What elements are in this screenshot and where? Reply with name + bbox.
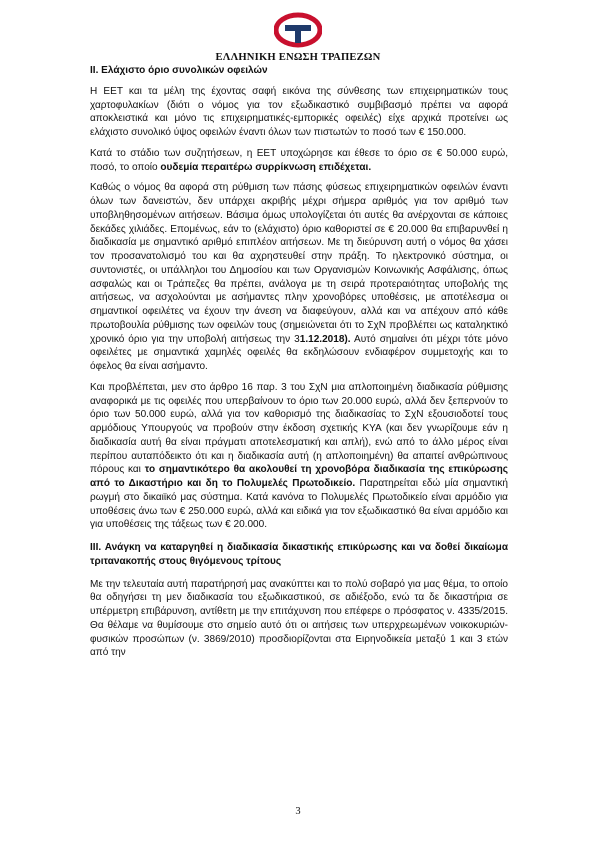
deadline-date: 1.12.2018). xyxy=(299,333,351,345)
section-3-heading: ΙΙΙ. Ανάγκη να καταργηθεί η διαδικασία δικαστικής επικύρωσης και να δοθεί δικαίωμα τριτανακοπής στους θιγόμενους τρίτους xyxy=(90,542,508,567)
paragraph-text: Κατά το στάδιο των συζητήσεων, η ΕΕΤ υποχώρησε και έθεσε το όριο σε € 50.000 ευρώ, ποσό, το οποίο xyxy=(90,147,508,173)
bank-association-logo xyxy=(274,12,322,48)
section-2-paragraph-1: Η ΕΕΤ και τα μέλη της έχοντας σαφή εικόνα της σύνθεσης των επιχειρηματικών τους χαρτοφυλακίων (διότι ο νόμος για τον εξωδικαστικό συμβιβασμό πρέπει να αφορά αποκλειστικά και μόνο τις επιχειρηματικές-εμπορικές οφειλές) είχε αρχικά προτείνει ως ελάχιστο συνολικό ύψος οφειλών έναντι όλων των πιστωτών το ποσό των € 150.000. xyxy=(90,85,508,138)
section-2-paragraph-4 xyxy=(90,381,508,532)
bold-emphasis: ουδεμία περαιτέρω συρρίκνωση επιδέχεται. xyxy=(160,161,372,173)
paragraph-text: Καθώς ο νόμος θα αφορά στη ρύθμιση των πάσης φύσεως επιχειρηματικών οφειλών έναντι όλων των δανειστών, δεν υπάρχει ακριβής μέχρι σήμερα αριθμός για τον αριθμό των υποβληθησομένων αιτήσεων. Βάσιμα όμως υπολογίζεται ότι αυτές θα ανέρχονται σε κάποιες δεκάδες χιλιάδες. Επομένως, εάν το (ελάχιστο) όριο καθοριστεί σε € 20.000 θα επιβαρυνθεί η διαδικασία με σημαντικό αριθμό επιπλέον αιτήσεων. Με τη διεύρυνση αυτή ο νόμος θα χάσει τον προσανατολισμό του και θα αχρηστευθεί στην πράξη. Το ηλεκτρονικό σύστημα, οι συντονιστές, οι υπάλληλοι του Δημοσίου και των Οργανισμών Κοινωνικής Ασφάλισης, όπως ασφαλώς και οι Τράπεζες θα πρέπει, ανάλογα με τη σειρά προτεραιότητας υποβολής της αιτήσεως, να ασχολούνται με ασήμαντες πλην χρονοβόρες υποθέσεις, με αποτέλεσμα οι σημαντικοί οφειλέτες να έχουν την άνεση να διαφεύγουν, αλλά και να απέχουν από κάθε πρωτοβουλία ρύθμισης των οφειλών τους (σημειώνεται ότι το ΣχΝ προβλέπει ως καταληκτικό χρονικό όριο για την υποβολή αιτήσεως την 3 xyxy=(90,182,508,345)
bold-emphasis: το σημαντικότερο θα ακολουθεί τη χρονοβόρα διαδικασία της επικύρωσης από το Δικαστήριο και δη το Πολυμελές Πρωτοδικείο. xyxy=(90,464,508,489)
section-2-heading: ΙΙ. Ελάχιστο όριο συνολικών οφειλών xyxy=(90,65,268,76)
section-3-paragraph-1: Με την τελευταία αυτή παρατήρησή μας ανακύπτει και το πολύ σοβαρό για μας θέμα, το οποίο θα οδηγήσει τη μεν διαδικασία του εξωδικαστικού, σε αδιέξοδο, ενώ τα δε δικαστήρια σε υπέρμετρη επιβάρυνση, αντίθετη με την επιτάχυνση που επέφερε ο πρόσφατος ν. 4335/2015. Θα θέλαμε να θυμίσουμε στο σημείο αυτό ότι οι αιτήσεις των υπερχρεωμένων νοικοκυριών-φυσικών προσώπων (ν. 3869/2010) προσδιορίζονται στα Ειρηνοδικεία μεταξύ 1 και 3 ετών από την xyxy=(90,578,508,659)
page-number: 3 xyxy=(295,806,301,817)
section-2-paragraph-3 xyxy=(90,181,508,374)
paragraph-text: Παρατηρείται εδώ μία σημαντική ρωγμή στο δικαιϊκό μας σύστημα. Κατά κανόνα το Πολυμελές Πρωτοδικείο είναι αρμόδιο για υποθέσεις άνω των € 250.000 ευρώ, αλλά και ειδικά για τον εξωδικαστικό θα είναι αρμόδιο και για υποθέσεις της τάξεως των € 20.000. xyxy=(90,478,508,531)
document-body xyxy=(90,64,508,660)
paragraph-text: Και προβλέπεται, μεν στο άρθρο 16 παρ. 3 του ΣχΝ μια απλοποιημένη διαδικασία ρύθμισης αναφορικά με τις οφειλές που υπερβαίνουν το όριο των 20.000 ευρώ, αλλά δεν ξεπερνούν το όριο των 50.000 ευρώ, αλλά για τον καθορισμό της διαδικασίας το ΣχΝ εξουσιοδοτεί τους αρμόδιους Υπουργούς να προβούν στην έκδοση σχετικής ΚΥΑ (και δεν γνωρίζουμε εάν η διαδικασία αυτή θα είναι πράγματι αποτελεσματική και απλή), ενώ από το άλλο μέρος είναι περίπου αυταπόδεικτο ότι και η διαδικασία αυτή (η απλοποιημένη) θα απαιτεί ανθρώπινους πόρους και xyxy=(90,381,508,476)
section-2-paragraph-2 xyxy=(90,147,508,175)
organization-title: ΕΛΛΗΝΙΚΗ ΕΝΩΣΗ ΤΡΑΠΕΖΩΝ xyxy=(215,52,381,63)
paragraph-text: Αυτό σημαίνει ότι μέχρι τότε μόνο οφειλέτες με σημαντικά χαμηλές οφειλές θα εκδηλώσουν ενδιαφέρον συμμετοχής και το όφελος θα είναι ασήμαντο. xyxy=(90,333,508,372)
